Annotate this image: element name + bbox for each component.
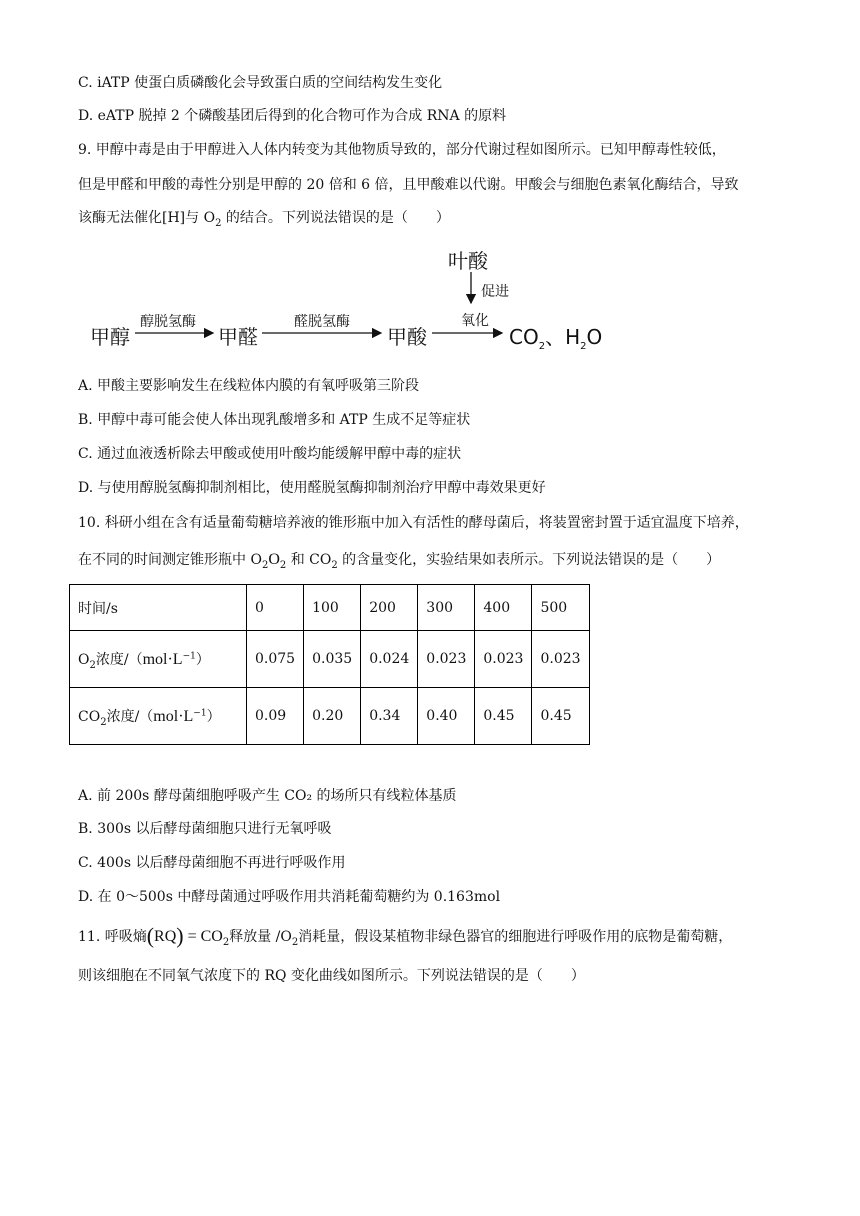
table-cell: 100 xyxy=(304,585,361,631)
node-formaldehyde: 甲醛 xyxy=(218,325,258,349)
table-cell: 0.40 xyxy=(418,688,475,745)
node-folic-acid: 叶酸 xyxy=(448,249,488,273)
table-cell: 0.09 xyxy=(247,688,304,745)
question-9-option-b: B. 甲醇中毒可能会使人体出现乳酸增多和 ATP 生成不足等症状 xyxy=(78,412,471,428)
question-10-line2: 在不同的时间测定锥形瓶中 $O_2O_2$ 和 $CO_2$ 的含量变化，实验结果如表所示。下列说法错误的是（ ） xyxy=(78,551,721,571)
table-cell: 300 xyxy=(418,585,475,631)
question-10-option-d: D. 在 0～500s 中酵母菌通过呼吸作用共消耗葡萄糖约为 0.163mol xyxy=(78,889,501,905)
table-cell: 0.023 xyxy=(475,631,532,688)
table-cell: 0.45 xyxy=(475,688,532,745)
table-cell: 时间/s xyxy=(70,585,247,631)
table-cell: 0.023 xyxy=(418,631,475,688)
table-cell: 0.024 xyxy=(361,631,418,688)
table-cell: 0.075 xyxy=(247,631,304,688)
table-row-o2 xyxy=(70,631,590,688)
question-9-line3: 该酶无法催化[H]与 $O_2$ 的结合。下列说法错误的是（ ） xyxy=(78,210,450,229)
table-row-label: $O_2$浓度$/(mol\cdot L^{-1})$ xyxy=(70,631,247,688)
option-d-prev: D. eATP 脱掉 2 个磷酸基团后得到的化合物可作为合成 RNA 的原料 xyxy=(78,108,507,124)
question-9-option-c: C. 通过血液透析除去甲酸或使用叶酸均能缓解甲醇中毒的症状 xyxy=(78,446,462,462)
question-11-line2: 则该细胞在不同氧气浓度下的 RQ 变化曲线如图所示。下列说法错误的是（ ） xyxy=(78,968,585,984)
question-9-option-d: D. 与使用醇脱氢酶抑制剂相比，使用醛脱氢酶抑制剂治疗甲醇中毒效果更好 xyxy=(78,480,546,496)
table-row-co2 xyxy=(70,688,590,745)
label-enzyme1: 醇脱氢酶 xyxy=(140,314,196,330)
table-cell: 0.45 xyxy=(532,688,589,745)
question-11-line1: 11. 呼吸熵$(RQ) = CO_2$释放量 $/O_2$消耗量，假设某植物非绿色器官的细胞进行呼吸作用的底物是葡萄糖， xyxy=(78,923,733,948)
option-c-prev: C. iATP 使蛋白质磷酸化会导致蛋白质的空间结构发生变化 xyxy=(78,75,443,91)
table-cell: 0.34 xyxy=(361,688,418,745)
node-formic-acid: 甲酸 xyxy=(387,325,427,349)
question-9-line2: 但是甲醛和甲酸的毒性分别是甲醇的 20 倍和 6 倍，且甲酸难以代谢。甲酸会与细胞色素氧化酶结合，导致 xyxy=(78,177,739,193)
question-10-option-c: C. 400s 以后酵母菌细胞不再进行呼吸作用 xyxy=(78,855,346,871)
question-10-option-b: B. 300s 以后酵母菌细胞只进行无氧呼吸 xyxy=(78,821,332,837)
table-header-row xyxy=(70,585,590,631)
table-cell: 200 xyxy=(361,585,418,631)
label-enzyme2: 醛脱氢酶 xyxy=(294,314,350,330)
node-methanol: 甲醇 xyxy=(90,325,130,349)
question-9-line1: 9. 甲醇中毒是由于甲醇进入人体内转变为其他物质导致的，部分代谢过程如图所示。已知甲醇毒性较低， xyxy=(78,142,726,158)
data-table xyxy=(69,584,590,745)
table-cell: 400 xyxy=(475,585,532,631)
label-promote: 促进 xyxy=(481,284,509,300)
table-row-label: $CO_2$浓度$/(mol\cdot L^{-1})$ xyxy=(70,688,247,745)
table-cell: 0.023 xyxy=(532,631,589,688)
table-cell: 0.035 xyxy=(304,631,361,688)
question-9-option-a: A. 甲酸主要影响发生在线粒体内膜的有氧呼吸第三阶段 xyxy=(78,378,420,394)
table-cell: 0 xyxy=(247,585,304,631)
node-products: $CO_2$、$H_2O$ xyxy=(509,325,603,352)
table-cell: 0.20 xyxy=(304,688,361,745)
label-oxidation: 氧化 xyxy=(461,313,489,329)
table-cell: 500 xyxy=(532,585,589,631)
question-10-option-a: A. 前 200s 酵母菌细胞呼吸产生 CO₂ 的场所只有线粒体基质 xyxy=(78,788,457,804)
question-10-line1: 10. 科研小组在含有适量葡萄糖培养液的锥形瓶中加入有活性的酵母菌后，将装置密封置于适宜温度下培养， xyxy=(78,515,749,531)
